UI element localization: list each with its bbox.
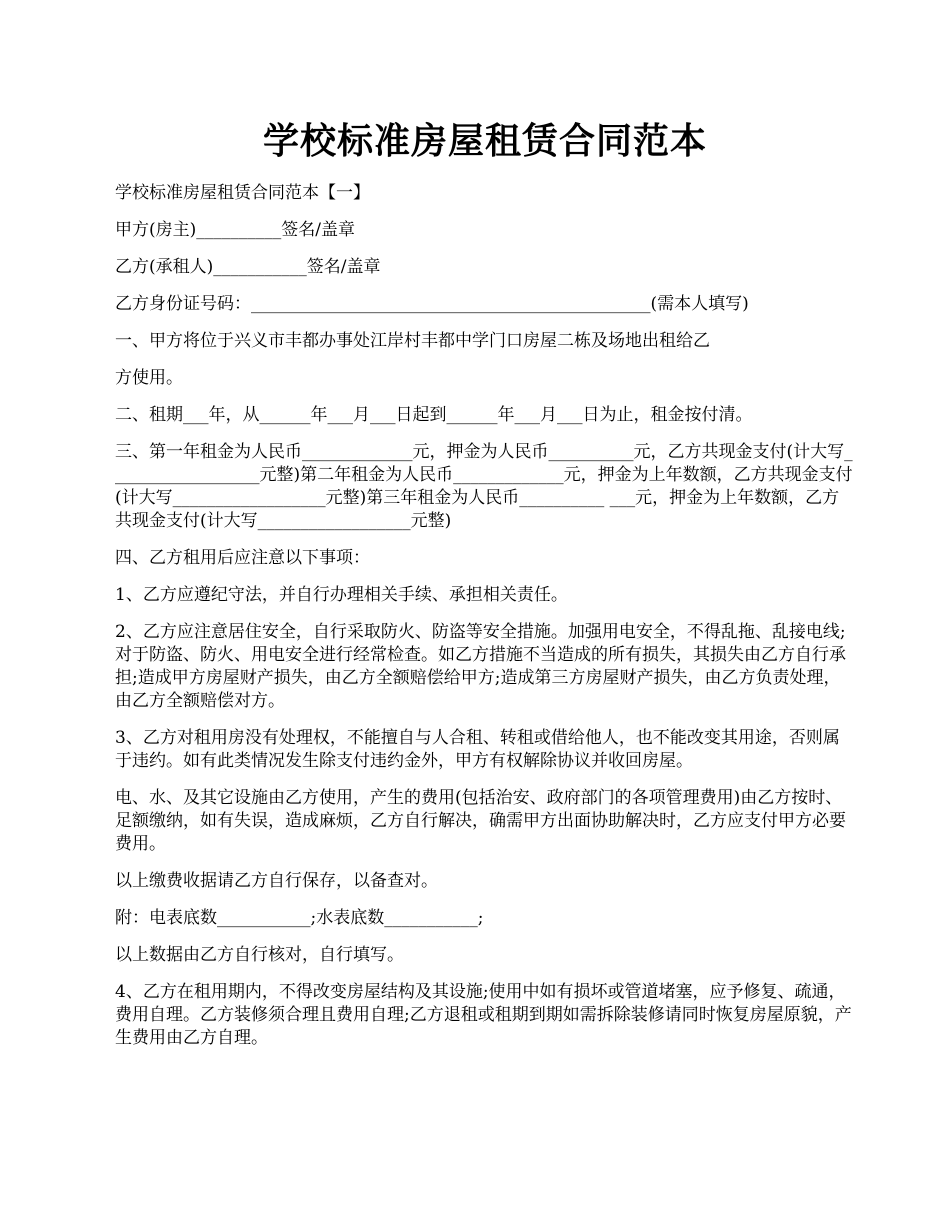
party-a-line: 甲方(房主)__________签名/盖章: [115, 220, 355, 240]
contract-subtitle: 学校标准房屋租赁合同范本【一】: [115, 183, 370, 203]
item-4: 4、乙方在租用期内，不得改变房屋结构及其设施;使用中如有损坏或管道堵塞，应予修复、疏通，费用自理。乙方装修须合理且费用自理;乙方退租或租期到期如需拆除装修请同时恢复房屋原貌，产生费用由乙方自理。: [115, 982, 852, 1048]
clause-1-line-2: 方使用。: [115, 368, 183, 388]
clause-1-line-1: 一、甲方将位于兴义市丰都办事处江岸村丰都中学门口房屋二栋及场地出租给乙: [115, 331, 710, 351]
document-title: 学校标准房屋租赁合同范本: [262, 120, 707, 162]
receipts-note: 以上缴费收据请乙方自行保存，以备查对。: [115, 871, 438, 891]
party-b-line: 乙方(承租人)___________签名/盖章: [115, 257, 381, 277]
meter-readings-note: 以上数据由乙方自行核对，自行填写。: [115, 945, 404, 965]
item-2: 2、乙方应注意居住安全，自行采取防火、防盗等安全措施。加强用电安全，不得乱拖、乱接电线;对于防盗、防火、用电安全进行经常检查。如乙方措施不当造成的所有损失，其损失由乙方自行承担;造成甲方房屋财产损失，由乙方全额赔偿给甲方;造成第三方房屋财产损失，由乙方负责处理，由乙方全额赔偿对方。: [115, 622, 846, 711]
clause-3: 三、第一年租金为人民币_____________元，押金为人民币__________元，乙方共现金支付(计大写__________________元整)第二年租金为人民币_____________元，押金为上年数额，乙方共现金支付(计大写__________________元整)第三年租金为人民币__________ ___元，押金为上年数额，乙方共现金支付(计大写__________________元整): [115, 442, 853, 531]
utilities-paragraph: 电、水、及其它设施由乙方使用，产生的费用(包括治安、政府部门的各项管理费用)由乙方按时、足额缴纳，如有失误，造成麻烦，乙方自行解决，确需甲方出面协助解决时，乙方应支付甲方必要费用。: [115, 788, 846, 854]
id-number-line: 乙方身份证号码：_______________________________________________(需本人填写): [115, 294, 749, 314]
clause-4-heading: 四、乙方租用后应注意以下事项：: [115, 548, 370, 568]
meter-readings-line: 附：电表底数___________;水表底数___________;: [115, 908, 484, 928]
item-3: 3、乙方对租用房没有处理权，不能擅自与人合租、转租或借给他人，也不能改变其用途，否则属于违约。如有此类情况发生除支付违约金外，甲方有权解除协议并收回房屋。: [115, 728, 840, 771]
item-1: 1、乙方应遵纪守法，并自行办理相关手续、承担相关责任。: [115, 585, 568, 605]
clause-2: 二、租期___年，从______年___月___日起到______年___月___日为止，租金按付清。: [115, 405, 753, 425]
